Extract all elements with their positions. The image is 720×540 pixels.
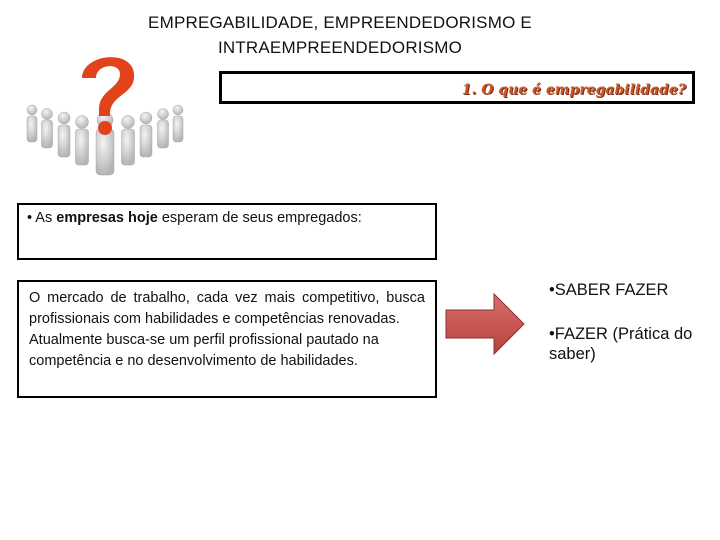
people-question-mark-illustration [20,36,190,186]
title-line-1: EMPREGABILIDADE, EMPREENDEDORISMO E [148,13,532,32]
right-arrow-icon [444,292,526,356]
skill-item-saber-fazer: •SABER FAZER [549,281,669,299]
expectations-suffix: esperam de seus empregados: [157,210,362,226]
question-mark-shape [82,57,134,116]
market-description-box [17,280,437,398]
market-paragraph-1: O mercado de trabalho, cada vez mais competitivo, busca profissionais com habilidades e competências renovadas. [29,290,425,327]
title-line-2: INTRAEMPREENDEDORISMO [217,38,463,57]
market-paragraph-2: Atualmente busca-se um perfil profissional pautado na competência e no desenvolvimento de habilidades. [29,332,379,369]
expectations-prefix: As [32,210,57,226]
bullet: • [27,210,33,226]
expectations-box [17,203,437,260]
skills-list [549,280,719,378]
question-heading: 1. O que é empregabilidade? [461,82,686,98]
expectations-text [27,210,427,226]
expectations-bold: empresas hoje [56,210,158,226]
question-box [219,71,695,104]
skill-item-fazer-pratica: •FAZER (Prática do saber) [549,325,693,363]
